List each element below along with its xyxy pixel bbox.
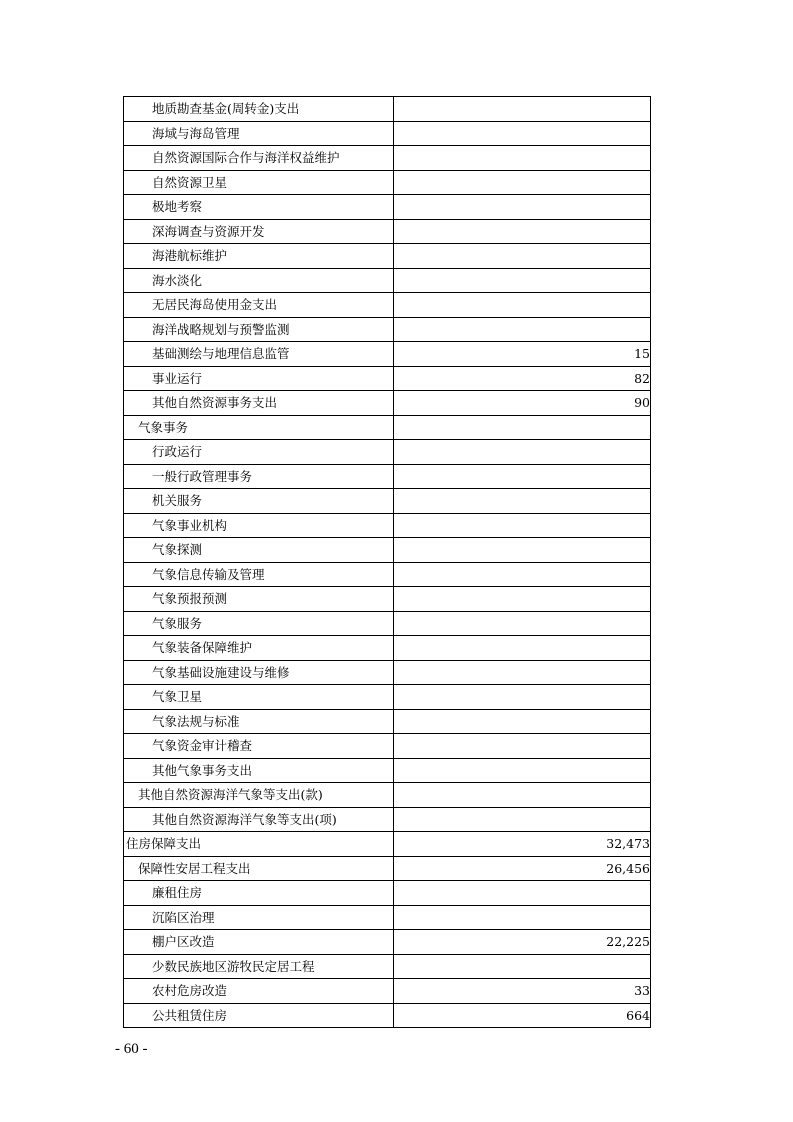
amount-cell: 82	[394, 366, 651, 391]
amount-cell	[394, 538, 651, 563]
table-row	[124, 268, 651, 293]
item-name-cell: 其他自然资源事务支出	[124, 391, 394, 416]
page-number: - 60 -	[115, 1041, 148, 1057]
table-row	[124, 881, 651, 906]
item-name-cell: 自然资源卫星	[124, 170, 394, 195]
amount-cell	[394, 636, 651, 661]
amount-cell	[394, 170, 651, 195]
table-row	[124, 758, 651, 783]
item-name-cell: 少数民族地区游牧民定居工程	[124, 954, 394, 979]
table-row	[124, 195, 651, 220]
table-row	[124, 587, 651, 612]
item-name-cell: 气象基础设施建设与维修	[124, 660, 394, 685]
table-row	[124, 146, 651, 171]
table-row	[124, 464, 651, 489]
item-name-cell: 极地考察	[124, 195, 394, 220]
amount-cell	[394, 807, 651, 832]
amount-cell	[394, 464, 651, 489]
table-row	[124, 121, 651, 146]
table-row	[124, 856, 651, 881]
table-row	[124, 317, 651, 342]
amount-cell	[394, 244, 651, 269]
amount-cell: 33	[394, 979, 651, 1004]
item-name-cell: 深海调查与资源开发	[124, 219, 394, 244]
amount-cell	[394, 293, 651, 318]
table-row	[124, 807, 651, 832]
item-name-cell: 海洋战略规划与预警监测	[124, 317, 394, 342]
amount-cell	[394, 513, 651, 538]
amount-cell	[394, 317, 651, 342]
amount-cell: 22,225	[394, 930, 651, 955]
item-name-cell: 保障性安居工程支出	[124, 856, 394, 881]
item-name-cell: 住房保障支出	[124, 832, 394, 857]
table-row	[124, 660, 651, 685]
item-name-cell: 廉租住房	[124, 881, 394, 906]
table-row	[124, 709, 651, 734]
amount-cell: 15	[394, 342, 651, 367]
table-row	[124, 440, 651, 465]
item-name-cell: 公共租赁住房	[124, 1003, 394, 1028]
table-row	[124, 170, 651, 195]
item-name-cell: 气象服务	[124, 611, 394, 636]
amount-cell	[394, 268, 651, 293]
table-row	[124, 415, 651, 440]
table-row	[124, 930, 651, 955]
item-name-cell: 气象信息传输及管理	[124, 562, 394, 587]
item-name-cell: 气象事业机构	[124, 513, 394, 538]
amount-cell	[394, 611, 651, 636]
amount-cell	[394, 121, 651, 146]
amount-cell	[394, 97, 651, 122]
item-name-cell: 自然资源国际合作与海洋权益维护	[124, 146, 394, 171]
table-row	[124, 832, 651, 857]
amount-cell: 664	[394, 1003, 651, 1028]
item-name-cell: 海水淡化	[124, 268, 394, 293]
table-row	[124, 783, 651, 808]
item-name-cell: 事业运行	[124, 366, 394, 391]
amount-cell	[394, 440, 651, 465]
amount-cell	[394, 219, 651, 244]
table-row	[124, 954, 651, 979]
table-row	[124, 636, 651, 661]
amount-cell: 26,456	[394, 856, 651, 881]
table-row	[124, 562, 651, 587]
amount-cell	[394, 905, 651, 930]
table-row	[124, 513, 651, 538]
amount-cell	[394, 562, 651, 587]
item-name-cell: 棚户区改造	[124, 930, 394, 955]
item-name-cell: 一般行政管理事务	[124, 464, 394, 489]
amount-cell	[394, 881, 651, 906]
amount-cell	[394, 734, 651, 759]
amount-cell: 32,473	[394, 832, 651, 857]
amount-cell	[394, 489, 651, 514]
table-row	[124, 979, 651, 1004]
item-name-cell: 气象法规与标准	[124, 709, 394, 734]
table-row	[124, 219, 651, 244]
item-name-cell: 气象探测	[124, 538, 394, 563]
item-name-cell: 其他自然资源海洋气象等支出(项)	[124, 807, 394, 832]
amount-cell	[394, 195, 651, 220]
amount-cell	[394, 660, 651, 685]
item-name-cell: 气象卫星	[124, 685, 394, 710]
table-row	[124, 97, 651, 122]
item-name-cell: 基础测绘与地理信息监管	[124, 342, 394, 367]
amount-cell	[394, 685, 651, 710]
item-name-cell: 其他自然资源海洋气象等支出(款)	[124, 783, 394, 808]
table-row	[124, 391, 651, 416]
table-row	[124, 489, 651, 514]
item-name-cell: 机关服务	[124, 489, 394, 514]
item-name-cell: 地质勘查基金(周转金)支出	[124, 97, 394, 122]
table-row	[124, 342, 651, 367]
item-name-cell: 海港航标维护	[124, 244, 394, 269]
table-row	[124, 905, 651, 930]
item-name-cell: 气象事务	[124, 415, 394, 440]
table-row	[124, 244, 651, 269]
table-row	[124, 734, 651, 759]
item-name-cell: 气象资金审计稽查	[124, 734, 394, 759]
amount-cell	[394, 783, 651, 808]
item-name-cell: 无居民海岛使用金支出	[124, 293, 394, 318]
amount-cell	[394, 415, 651, 440]
table-row	[124, 685, 651, 710]
budget-table	[123, 96, 651, 1028]
amount-cell: 90	[394, 391, 651, 416]
amount-cell	[394, 587, 651, 612]
item-name-cell: 气象预报预测	[124, 587, 394, 612]
table-row	[124, 611, 651, 636]
item-name-cell: 行政运行	[124, 440, 394, 465]
amount-cell	[394, 758, 651, 783]
item-name-cell: 海域与海岛管理	[124, 121, 394, 146]
table-row	[124, 293, 651, 318]
amount-cell	[394, 954, 651, 979]
amount-cell	[394, 146, 651, 171]
table-row	[124, 538, 651, 563]
item-name-cell: 农村危房改造	[124, 979, 394, 1004]
table-row	[124, 1003, 651, 1028]
item-name-cell: 其他气象事务支出	[124, 758, 394, 783]
item-name-cell: 沉陷区治理	[124, 905, 394, 930]
table-body	[124, 97, 651, 1028]
amount-cell	[394, 709, 651, 734]
item-name-cell: 气象装备保障维护	[124, 636, 394, 661]
table-row	[124, 366, 651, 391]
